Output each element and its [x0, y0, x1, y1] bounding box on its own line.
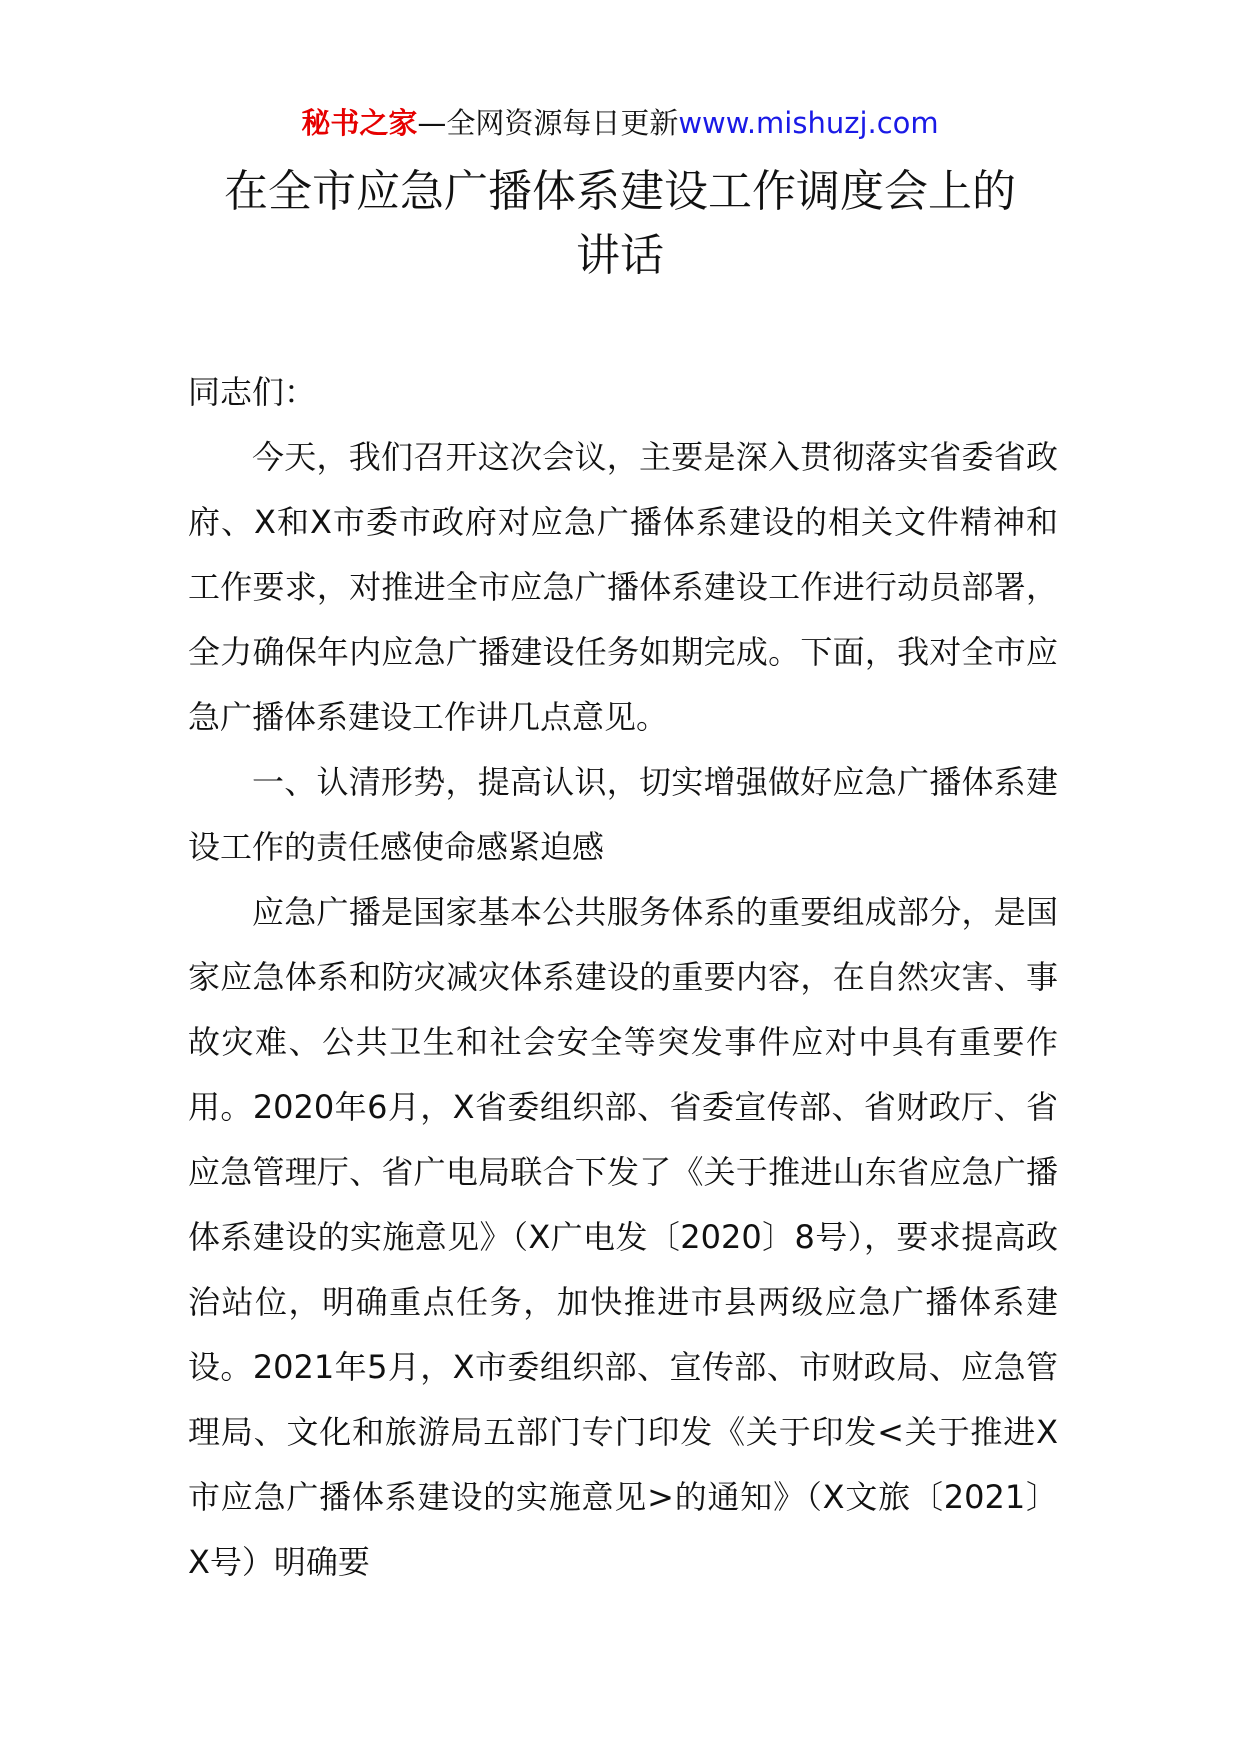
site-url-link[interactable]: www.mishuzj.com [678, 106, 939, 140]
paragraph-intro: 今天，我们召开这次会议，主要是深入贯彻落实省委省政府、X和X市委市政府对应急广播体系建设的相关文件精神和工作要求，对推进全市应急广播体系建设工作进行动员部署，全力确保年内应急广播建设任务如期完成。下面，我对全市应急广播体系建设工作讲几点意见。 [188, 438, 1058, 736]
site-banner [0, 102, 1240, 144]
document-title [0, 160, 1240, 288]
document-body [188, 360, 1058, 1595]
site-brand[interactable]: 秘书之家 [301, 106, 418, 140]
site-tagline: —全网资源每日更新 [417, 106, 679, 140]
document-title-line-2: 讲话 [576, 230, 664, 281]
paragraph-section-1: 应急广播是国家基本公共服务体系的重要组成部分，是国家应急体系和防灾减灾体系建设的重要内容，在自然灾害、事故灾难、公共卫生和社会安全等突发事件应对中具有重要作用。2020年6月，X省委组织部、省委宣传部、省财政厅、省应急管理厅、省广电局联合下发了《关于推进山东省应急广播体系建设的实施意见》（X广电发〔2020〕8号），要求提高政治站位，明确重点任务，加快推进市县两级应急广播体系建设。2021年5月，X市委组织部、宣传部、市财政局、应急管理局、文化和旅游局五部门专门印发《关于印发<关于推进X市应急广播体系建设的实施意见>的通知》（X文旅〔2021〕X号）明确要 [188, 893, 1058, 1581]
document-title-line-1: 在全市应急广播体系建设工作调度会上的 [224, 166, 1016, 217]
section-heading-1: 一、认清形势，提高认识，切实增强做好应急广播体系建设工作的责任感使命感紧迫感 [188, 763, 1058, 866]
salutation: 同志们： [188, 373, 317, 411]
